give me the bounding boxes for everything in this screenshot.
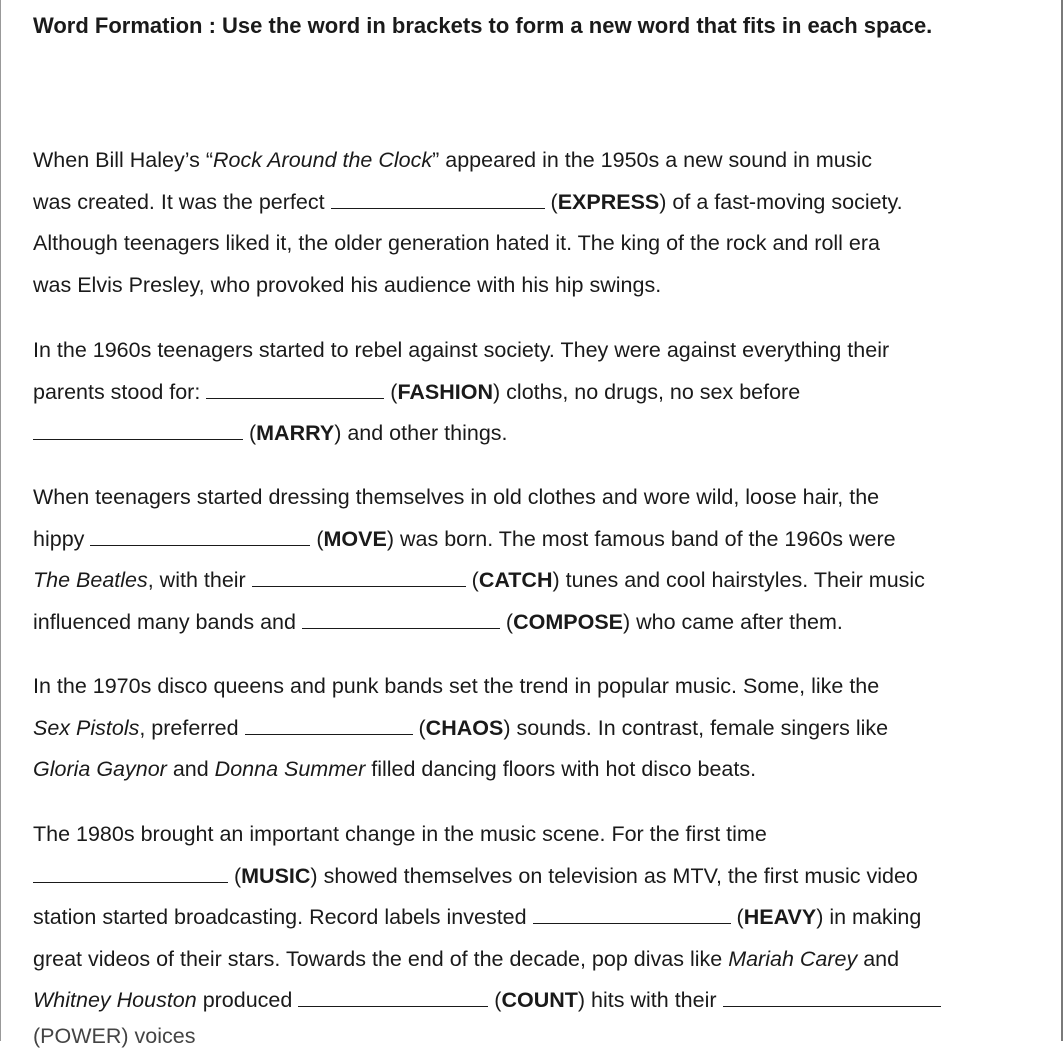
text-line: hippy (MOVE) was born. The most famous band of the 1960s were: [33, 519, 1033, 561]
singer-name: Donna Summer: [214, 757, 366, 781]
text-line: In the 1960s teenagers started to rebel against society. They were against everything their: [33, 338, 890, 362]
text-line: was Elvis Presley, who provoked his audience with his hip swings.: [33, 272, 662, 297]
answer-blank[interactable]: [33, 417, 243, 440]
text-line: In the 1970s disco queens and punk bands set the trend in popular music. Some, like the: [33, 674, 880, 698]
cut-off-line: (POWER) voices: [33, 1024, 196, 1048]
paragraph-1960s-hippy: [33, 477, 1033, 643]
text-line: When Bill Haley’s “Rock Around the Clock” appeared in the 1950s a new sound in music: [33, 148, 872, 172]
text-line: Sex Pistols, preferred (CHAOS) sounds. In contrast, female singers like: [33, 708, 1033, 750]
bracket-word: MARRY: [256, 421, 335, 445]
answer-blank[interactable]: [90, 523, 310, 546]
text-line: The 1980s brought an important change in the music scene. For the first time: [33, 822, 767, 846]
band-name: The Beatles: [33, 568, 148, 592]
page-border-right: [1061, 0, 1063, 1041]
text-line: was created. It was the perfect (EXPRESS) of a fast-moving society.: [33, 182, 1033, 224]
singer-name: Mariah Carey: [728, 946, 858, 971]
text-line: Whitney Houston produced (COUNT) hits with their: [33, 980, 1033, 1022]
song-title: Rock Around the Clock: [213, 148, 433, 172]
paragraph-1970s: [33, 666, 1033, 791]
bracket-word: COUNT: [501, 988, 578, 1012]
text-line: station started broadcasting. Record labels invested (HEAVY) in making: [33, 897, 1033, 939]
bracket-word: CATCH: [478, 568, 553, 592]
text-line: The Beatles, with their (CATCH) tunes and cool hairstyles. Their music: [33, 560, 1033, 602]
answer-blank[interactable]: [206, 376, 384, 399]
singer-name: Whitney Houston: [33, 988, 197, 1012]
text-line: Gloria Gaynor and Donna Summer filled dancing floors with hot disco beats.: [33, 757, 757, 781]
bracket-word: COMPOSE: [513, 609, 623, 634]
text-line: Although teenagers liked it, the older generation hated it. The king of the rock and roll era: [33, 231, 881, 255]
answer-blank[interactable]: [723, 984, 941, 1007]
singer-name: Gloria Gaynor: [33, 757, 167, 781]
answer-blank[interactable]: [331, 186, 545, 209]
answer-blank[interactable]: [252, 564, 466, 587]
page-border-left: [0, 0, 1, 1041]
paragraph-1960s-rebel: [33, 330, 1033, 455]
answer-blank[interactable]: [298, 984, 488, 1007]
text-line: (MARRY) and other things.: [33, 413, 1033, 455]
bracket-word: MOVE: [323, 526, 387, 551]
answer-blank[interactable]: [33, 860, 228, 883]
text-line: influenced many bands and (COMPOSE) who came after them.: [33, 602, 1033, 644]
text-line: (MUSIC) showed themselves on television as MTV, the first music video: [33, 856, 1033, 898]
paragraph-1950s: [33, 140, 1033, 306]
paragraph-1980s: [33, 814, 1033, 1022]
exercise-title: Word Formation : Use the word in brackets to form a new word that fits in each space.: [33, 13, 933, 38]
answer-blank[interactable]: [302, 606, 500, 629]
answer-blank[interactable]: [245, 712, 413, 735]
band-name: Sex Pistols: [33, 715, 140, 740]
bracket-word: FASHION: [397, 379, 494, 404]
text-line: When teenagers started dressing themselves in old clothes and wore wild, loose hair, the: [33, 485, 880, 509]
bracket-word: MUSIC: [241, 863, 311, 888]
answer-blank[interactable]: [533, 901, 731, 924]
bracket-word: HEAVY: [743, 905, 817, 929]
bracket-word: EXPRESS: [557, 189, 660, 214]
text-line: great videos of their stars. Towards the end of the decade, pop divas like Mariah Carey and: [33, 946, 900, 971]
text-line: parents stood for: (FASHION) cloths, no drugs, no sex before: [33, 372, 1033, 414]
bracket-word: CHAOS: [425, 715, 504, 740]
